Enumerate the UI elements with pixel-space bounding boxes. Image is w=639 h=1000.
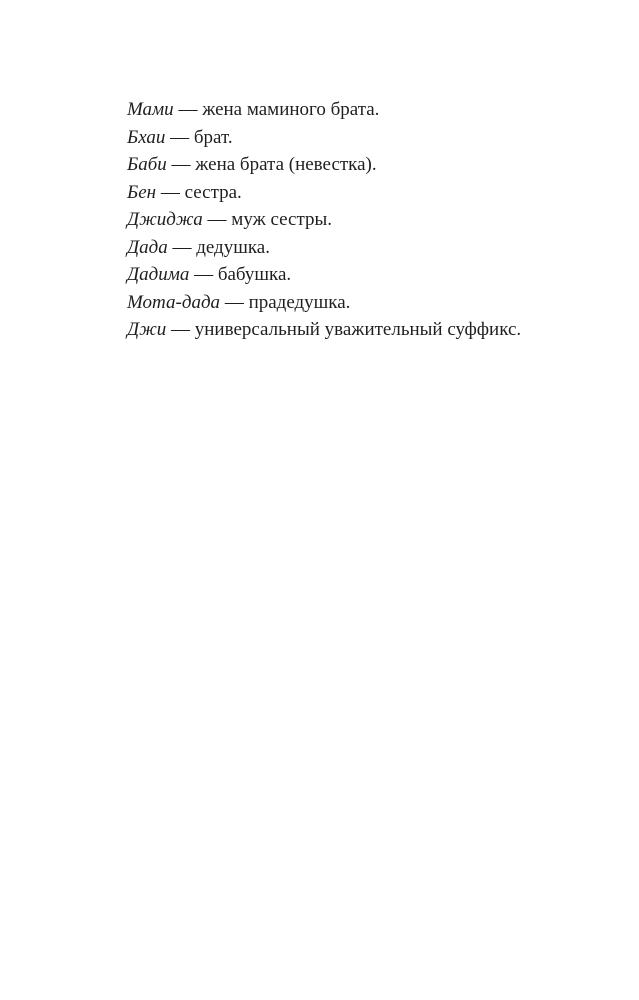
glossary-term: Дада xyxy=(127,236,168,258)
glossary-term: Дадима xyxy=(127,264,190,285)
glossary-entry xyxy=(127,234,607,262)
glossary-entry xyxy=(127,261,607,289)
glossary-definition: дедушка. xyxy=(196,236,270,258)
dash-separator: — xyxy=(220,291,249,313)
glossary-term: Баби xyxy=(127,154,167,175)
glossary-entry xyxy=(127,289,607,317)
glossary-definition: универсальный уважительный суффикс. xyxy=(194,319,522,340)
glossary-entry xyxy=(127,206,607,234)
glossary-term: Джиджа xyxy=(127,209,203,230)
glossary-entry xyxy=(127,151,607,179)
glossary-definition: сестра. xyxy=(184,181,242,203)
glossary-term: Мами xyxy=(127,99,174,120)
dash-separator: — xyxy=(166,154,196,175)
glossary-definition: брат. xyxy=(193,126,233,148)
glossary-entry xyxy=(127,96,607,124)
glossary-entry xyxy=(127,124,607,152)
glossary-definition: жена маминого брата. xyxy=(202,99,380,120)
glossary-term: Мота-дада xyxy=(127,291,221,313)
glossary-definition: жена брата (невестка). xyxy=(195,154,377,175)
dash-separator: — xyxy=(167,236,197,258)
glossary-list xyxy=(127,96,607,344)
glossary-entry xyxy=(127,316,607,344)
dash-separator: — xyxy=(189,264,218,285)
dash-separator: — xyxy=(156,181,185,203)
glossary-term: Бхаи xyxy=(127,126,166,148)
dash-separator: — xyxy=(166,319,195,340)
glossary-term: Бен xyxy=(127,181,157,203)
dash-separator: — xyxy=(173,99,203,120)
glossary-definition: прадедушка. xyxy=(248,291,351,313)
dash-separator: — xyxy=(165,126,194,148)
glossary-entry xyxy=(127,179,607,207)
glossary-definition: бабушка. xyxy=(217,264,292,285)
dash-separator: — xyxy=(202,209,232,230)
glossary-term: Джи xyxy=(127,319,167,340)
glossary-definition: муж сестры. xyxy=(231,209,333,230)
